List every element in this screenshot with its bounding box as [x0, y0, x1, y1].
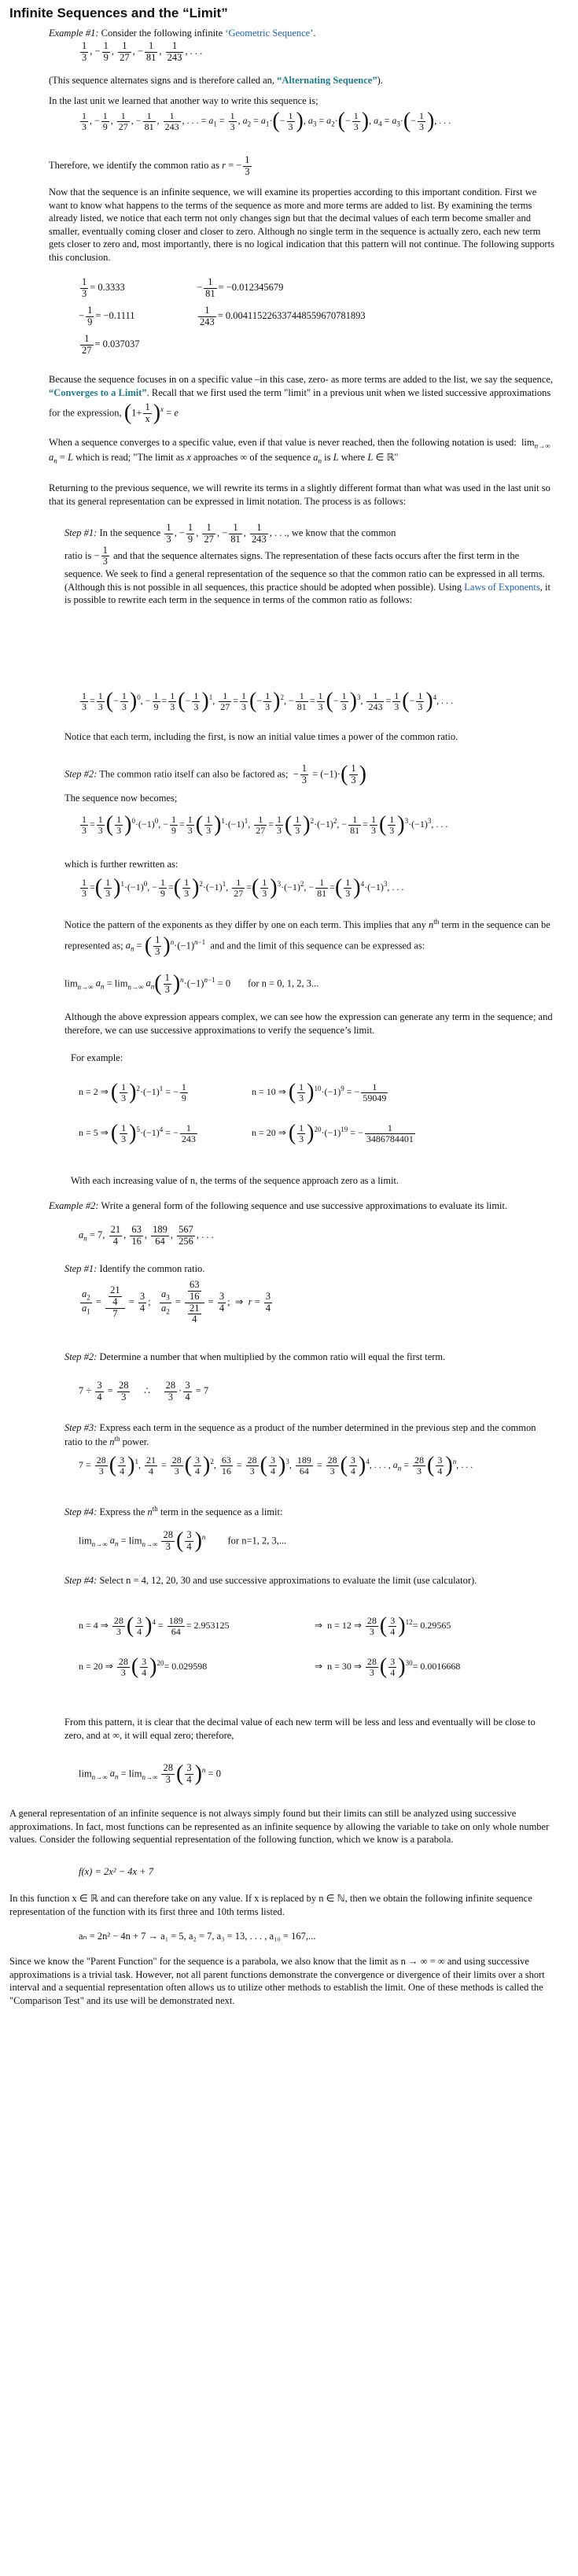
sequence-1: $\frac{1}{3}$ , − $\frac{1}{9}$ , $\frac{1}{27}$ , − $\frac{1}{81}$ , $\frac{1}{243}$ , . . .	[82, 40, 203, 63]
converges-link[interactable]: “Converges to a Limit”	[49, 386, 147, 398]
ex2-step1-eq: $\frac{a_2}{a_1}$ = $\frac{\frac{21}{4}}{7}$ = $\frac{3}{4}$ ; $\frac{a_3}{a_2}$ = $\frac{\frac{63}{16}}{\frac{21}{4}}$ = $\frac{3}{4}$ ; ⇒ r = $\frac{3}{4}$	[82, 1279, 271, 1325]
ratio-line: Therefore, we identify the common ratio as r = − $\frac{1}{3}$	[49, 154, 250, 177]
approx-table-2: n = 4 ⇒ $\frac{28}{3}$ ( $\frac{3}{4}$ )$^4$ = $\frac{189}{64}$ = 2.953125 ⇒ n = 12 ⇒ $\frac{28}{3}$ ( $\frac{3}{4}$ )$^{12}$= 0.29565 n = 20 ⇒ $\frac{28}{3}$ ( $\frac{3}{4}$ )$^{20}$= 0.029598 ⇒ n = 30 ⇒ $\frac{28}{3}$ ( $\frac{3}{4}$ )$^{30}$= 0.0016668	[79, 1613, 461, 1679]
alternating-sequence-link[interactable]: “Alternating Sequence”	[277, 75, 377, 86]
ex2-step4a-eq: $\lim_{n\to\infty} a_n = \lim_{n\to\infty}$ $\frac{28}{3}$ ( $\frac{3}{4}$ )$^n$ for n=1, 2, 3,...	[79, 1528, 287, 1553]
ex1-intro: Example #1: Consider the following infinite ‘Geometric Sequence’.	[49, 28, 316, 39]
step2-further: which is further rewritten as:	[64, 859, 179, 870]
ex2-step2-eq: 7 ÷ $\frac{3}{4}$ = $\frac{28}{3}$ ∴ $\frac{28}{3}$ · $\frac{3}{4}$ = 7	[79, 1380, 209, 1403]
sequence-rewrite: $\frac{1}{3}$ , − $\frac{1}{9}$ , $\frac{1}{27}$ , − $\frac{1}{81}$ , $\frac{1}{243}$ , . . . = $a_1$ = $\frac{1}{3}$ , $a_2 = a_1\cdot(-$ $\frac{1}{3}$ ), $a_3 = a_2\cdot(-$ $\frac{1}{3}$ ), $a_4 = a_3\cdot(-$ $\frac{1}{3}$ ), . . .	[82, 109, 451, 133]
closing-fx: f(x) = 2x² − 4x + 7	[79, 1866, 153, 1877]
ex2-step1: Step #1: Identify the common ratio.	[64, 1263, 205, 1274]
ex2-sequence: $a_n = 7$, $\frac{21}{4}$ , $\frac{63}{16}$ , $\frac{189}{64}$ , $\frac{567}{256}$ , . . .	[79, 1224, 214, 1247]
step2-equation-2: $\frac{1}{3}$ =( $\frac{1}{3}$ )$^1\cdot(-1)^0$, − $\frac{1}{9}$ =( $\frac{1}{3}$ )$^2\cdot(-1)^1$, $\frac{1}{27}$ =( $\frac{1}{3}$ )$^3\cdot(-1)^2$, − $\frac{1}{81}$ =( $\frac{1}{3}$ )$^4\cdot(-1)^3$, . . .	[82, 875, 404, 900]
alternating-note: (This sequence alternates signs and is therefore called an, “Alternating Sequence”).	[49, 75, 383, 86]
step2-notice: Notice the pattern of the exponents as they differ by one on each term. This implies that any $n^{th}$ term in the sequence can be represented as; $a_n$ = ( $\frac{1}{3}$ )$^n\cdot(-1)^{n-1}$ and and the limit of this sequence can be expressed as:	[64, 918, 550, 958]
paragraph-2: Because the sequence focuses in on a specific value –in this case, zero- as more terms are added to the list, we say the sequence, “Converges to a Limit”. Recall that we first used the term "limit" in a previous unit when we listed successive approximations for the expression, (1+ $\frac{1}{x}$ )$^x$ = e	[49, 374, 554, 425]
step2-now: The sequence now becomes;	[64, 793, 178, 804]
ex2-step4a: Step #4: Express the $n^{th}$ term in the sequence as a limit:	[64, 1505, 283, 1518]
step2-equation: $\frac{1}{3}$ = $\frac{1}{3}$ ( $\frac{1}{3}$ )$^0\cdot(-1)^0$, − $\frac{1}{9}$ = $\frac{1}{3}$ ( $\frac{1}{3}$ )$^1\cdot(-1)^1$, $\frac{1}{27}$ = $\frac{1}{3}$ ( $\frac{1}{3}$ )$^2\cdot(-1)^2$, − $\frac{1}{81}$ = $\frac{1}{3}$ ( $\frac{1}{3}$ )$^3\cdot(-1)^3$, . . .	[82, 812, 448, 837]
ex2-step3: Step #3: Express each term in the sequence as a product of the number determined in the previous step and the common ratio to the $n^{th}$ power.	[64, 1422, 536, 1447]
for-example: For example:	[71, 1052, 123, 1063]
ex2-step2: Step #2: Determine a number that when multiplied by the common ratio will equal the first term.	[64, 1351, 446, 1362]
last-unit-text: In the last unit we learned that another way to write this sequence is;	[49, 95, 318, 106]
ex2-final-limit: $\lim_{n\to\infty} a_n = \lim_{n\to\infty}$ $\frac{28}{3}$ ( $\frac{3}{4}$ )$^n$ = 0	[79, 1761, 221, 1786]
paragraph-3: When a sequence converges to a specific value, even if that value is never reached, then the following notation is used: $\lim_{n\to\infty} a_n = L$ which is read; "The limit as x approaches ∞ of the sequence $a_n$ is L where L ∈ ℝ"	[49, 437, 550, 465]
step1-equation: $\frac{1}{3}$ = $\frac{1}{3}$ (− $\frac{1}{3}$ )$^0$, − $\frac{1}{9}$ = $\frac{1}{3}$ (− $\frac{1}{3}$ )$^1$, $\frac{1}{27}$ = $\frac{1}{3}$ (− $\frac{1}{3}$ )$^2$, − $\frac{1}{81}$ = $\frac{1}{3}$ (− $\frac{1}{3}$ )$^3$, $\frac{1}{243}$ = $\frac{1}{3}$ (− $\frac{1}{3}$ )$^4$, . . .	[82, 689, 454, 713]
step2-para: Although the above expression appears complex, we can see how the expression can generate any term in the sequence; and therefore, we can use successive approximations to verify the sequence’s limit.	[64, 1011, 553, 1036]
step2-limit: $\lim_{n\to\infty} a_n = \lim_{n\to\infty} a_n$( $\frac{1}{3}$ )$^n\cdot(-1)^{n-1} = 0$ for n = 0, 1, 2, 3...	[64, 971, 319, 996]
ex2-step4b: Step #4: Select n = 4, 12, 20, 30 and use successive approximations to evaluate the limit (use calculator).	[64, 1575, 477, 1586]
decimal-table: $\frac{1}{3}$ = 0.3333 − $\frac{1}{81}$ = −0.012345679 − $\frac{1}{9}$ = −0.1111 $\frac{1}{243}$ = 0.004115226337448559670781893 $\frac{1}{27}$ = 0.037037	[79, 276, 366, 356]
ex2-from: From this pattern, it is clear that the decimal value of each new term will be less and less and eventually will be close to zero, and at ∞, it will equal zero; therefore,	[64, 1717, 536, 1741]
ex2-intro: Example #2: Write a general form of the following sequence and use successive approximations to evaluate its limit.	[49, 1200, 508, 1211]
paragraph-4: Returning to the previous sequence, we will rewrite its terms in a slightly different format than what was used in the last unit so that its general representation can be expressed in limit notation. The process is as follows:	[49, 482, 550, 507]
laws-of-exponents-link[interactable]: Laws of Exponents	[464, 581, 540, 593]
each-increasing: With each increasing value of n, the terms of the sequence approach zero as a limit.	[71, 1175, 399, 1186]
page-title: Infinite Sequences and the “Limit”	[9, 6, 228, 20]
step1-notice: Notice that each term, including the first, is now an initial value times a power of the common ratio.	[64, 731, 458, 742]
paragraph-1: Now that the sequence is an infinite sequence, we will examine its properties according to this important condition. First we want to know what happens to the terms of the sequence as more and more terms are added to list. By examining the terms already listed, we notice that each term not only changes sign but that the decimal values of each term become smaller and smaller, eventually coming closer and closer to zero. Although no single term in the sequence is actually zero, each new term gets closer to zero and, most importantly, there is no logical indication that this pattern will not continue. The following supports this conclusion.	[49, 187, 554, 263]
closing-p2: In this function x ∈ ℝ and can therefore take on any value. If x is replaced by n ∈ ℕ, then we obtain the following infinite sequence representation of the function with its first three and 10th terms listed.	[9, 1893, 532, 1917]
geometric-sequence-link[interactable]: ‘Geometric Sequence’	[225, 28, 314, 39]
closing-p1: A general representation of an infinite sequence is not always simply found but their limits can still be analyzed using successive approximations. In fact, most functions can be represented as an infinite sequence by allowing the variable to take on only whole number values. Consider the following sequential representation of the following function, which we know is a parabola.	[9, 1808, 550, 1845]
ex2-step3-eq: 7 = $\frac{28}{3}$ ( $\frac{3}{4}$ )$^1$, $\frac{21}{4}$ = $\frac{28}{3}$ ( $\frac{3}{4}$ )$^2$, $\frac{63}{16}$ = $\frac{28}{3}$ ( $\frac{3}{4}$ )$^3$, $\frac{189}{64}$ = $\frac{28}{3}$ ( $\frac{3}{4}$ )$^4$, . . . , $a_n$ = $\frac{28}{3}$ ( $\frac{3}{4}$ )$^n$, . . .	[79, 1453, 473, 1477]
closing-an: aₙ = 2n² − 4n + 7 → a₁ = 5, a₂ = 7, a₃ = 13, . . . , a₁₀ = 167,...	[79, 1931, 316, 1942]
closing-p3: Since we know the "Parent Function" for the sequence is a parabola, we also know that the limit as n → ∞ = ∞ and using successive approximations is a trivial task. However, not all parent functions demonstrate the convergence or divergence of their limits over a short interval and a sequential representation often allows us to utilize other methods to establish the limit. One of these methods is called the "Comparison Test" and its use will be demonstrated next.	[9, 1956, 545, 2006]
step2-text: Step #2: The common ratio itself can also be factored as; − $\frac{1}{3}$ = (−1)·( $\frac{1}{3}$ )	[64, 762, 366, 786]
approx-table-1: n = 2 ⇒ ( $\frac{1}{3}$ )$^2\cdot(-1)^1$ = − $\frac{1}{9}$ n = 10 ⇒ ( $\frac{1}{3}$ )$^{10}\cdot(-1)^9$ = − $\frac{1}{59049}$ n = 5 ⇒ ( $\frac{1}{3}$ )$^5\cdot(-1)^4$ = − $\frac{1}{243}$ n = 20 ⇒ ( $\frac{1}{3}$ )$^{20}\cdot(-1)^{19}$ = − $\frac{1}{3486784401}$	[79, 1080, 414, 1145]
step1-text: Step #1: In the sequence $\frac{1}{3}$ , − $\frac{1}{9}$ , $\frac{1}{27}$ , − $\frac{1}{81}$ , $\frac{1}{243}$ , . . ., we know that the common ratio is − $\frac{1}{3}$ and that the sequence alternates signs. The representation of these facts occurs after the first term in the sequence. We seek to find a general representation of the sequence so that the common ratio can be expressed in all terms. (Although this is not possible in all sequences, this practice should be adopted when possible). Using Laws of Exponents, it is possible to rewrite each term in the sequence in terms of the common ratio as follows:	[64, 522, 550, 605]
